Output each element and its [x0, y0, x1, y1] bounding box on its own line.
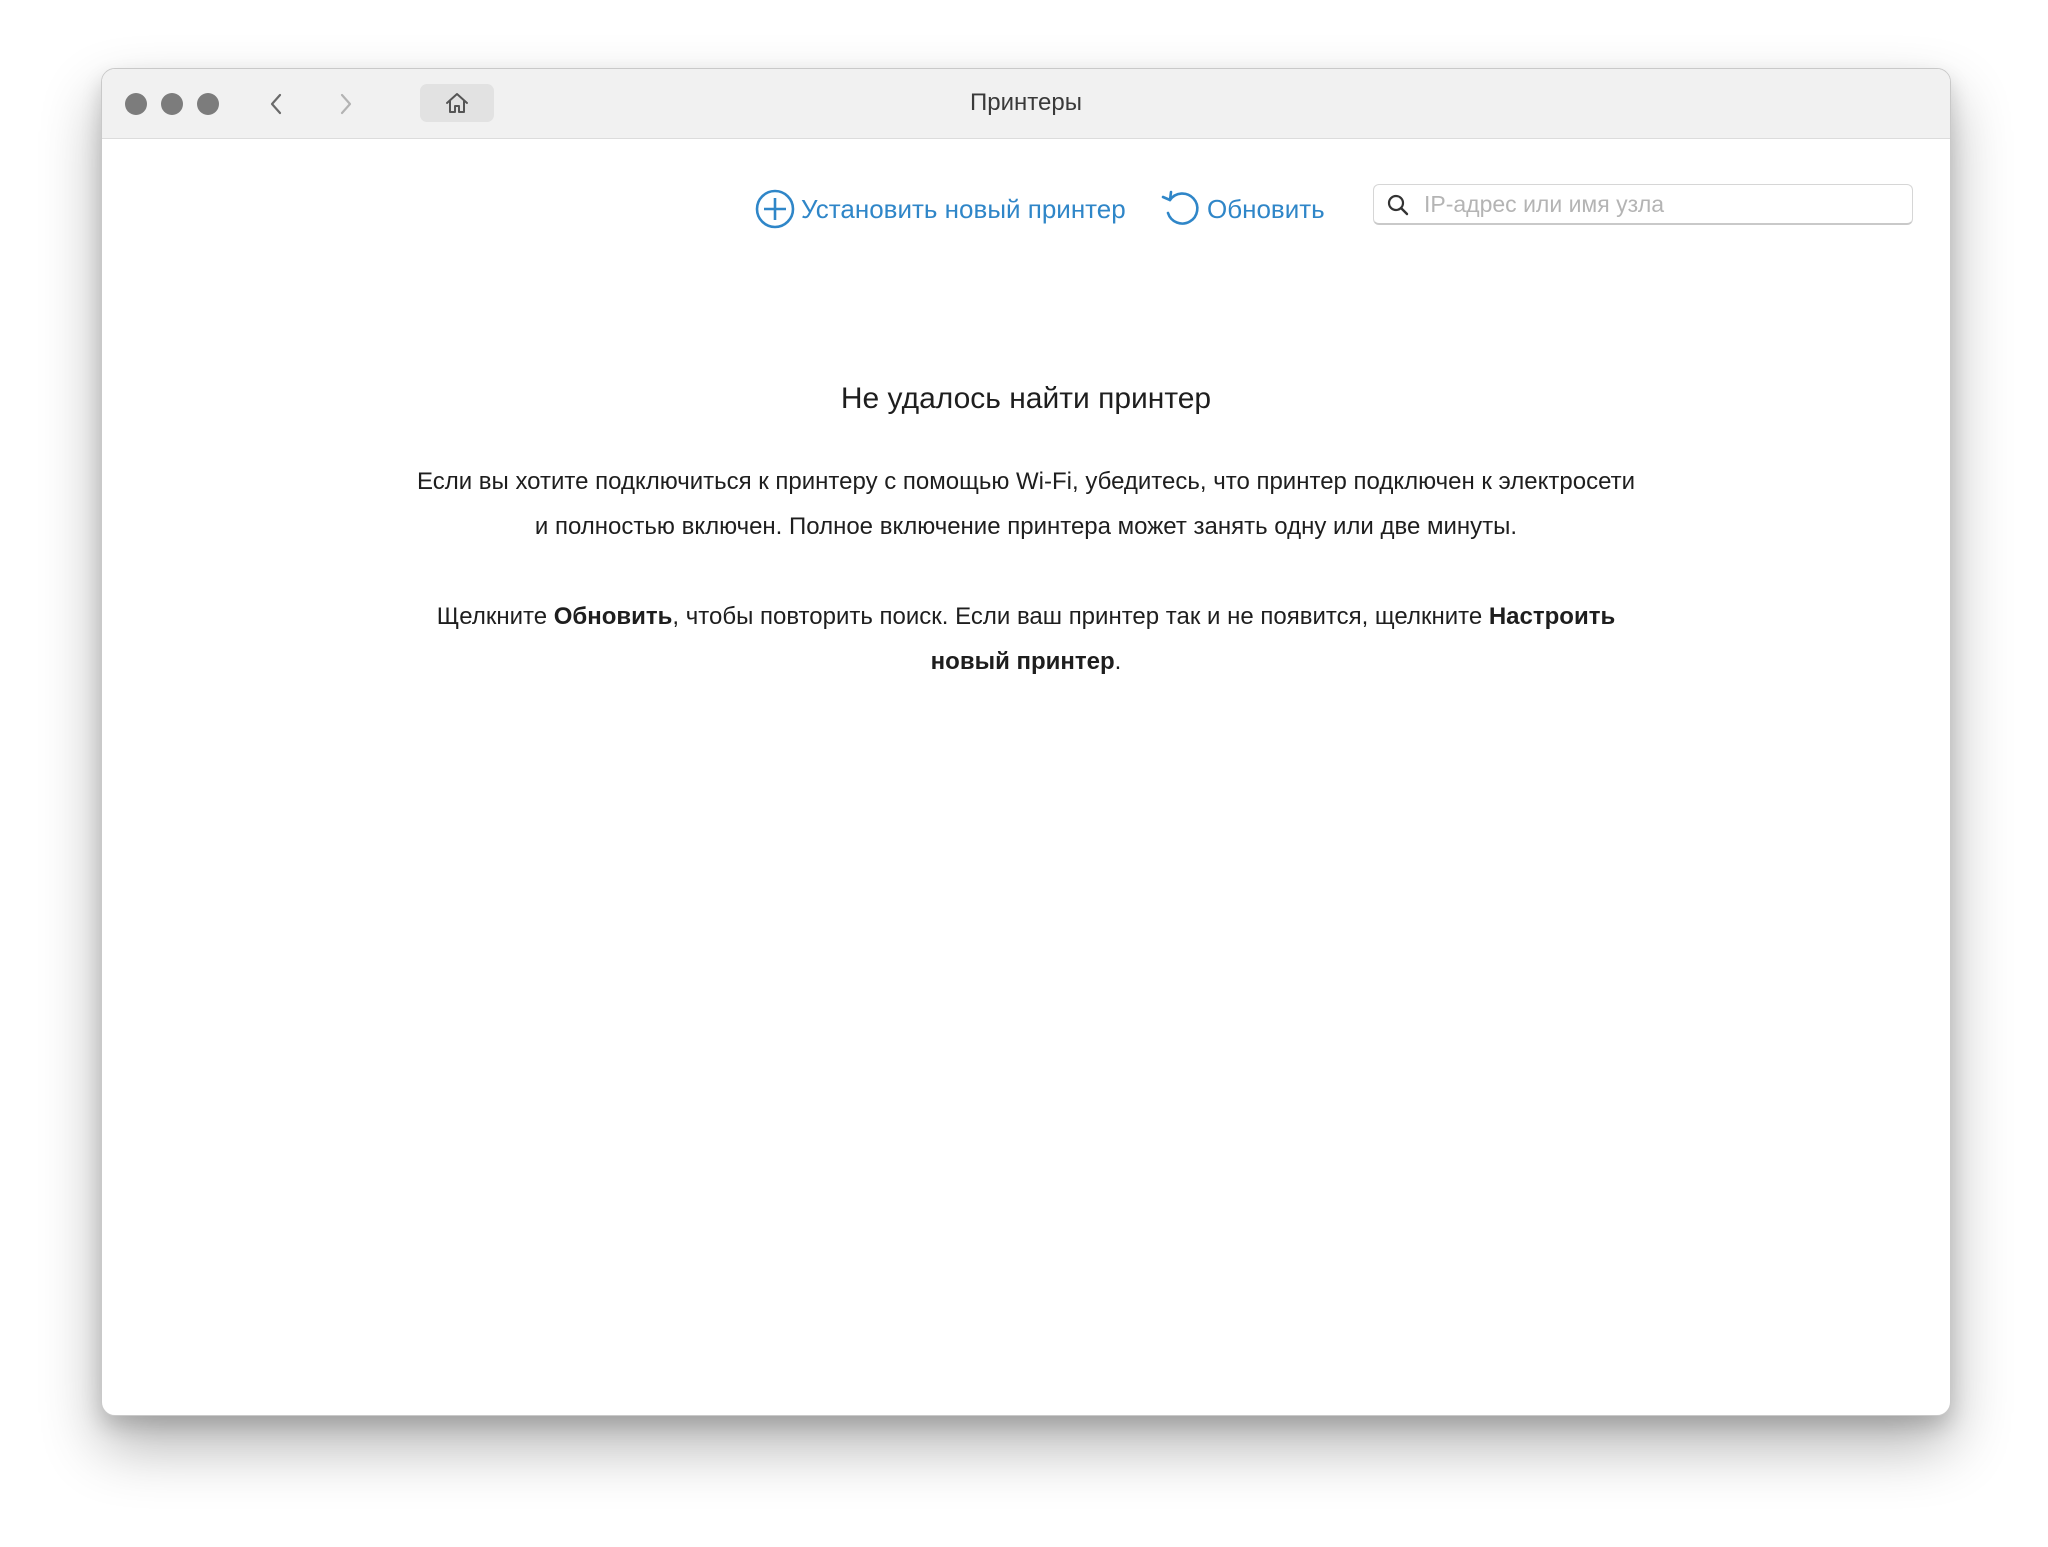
message-paragraph-wifi: Если вы хотите подключиться к принтеру с помощью Wi-Fi, убедитесь, что принтер подключен к электросети и полностью включен. Полное включение принтера может занять одну или две минуты. [416, 468, 1636, 540]
message-text: Щелкните [436, 603, 554, 630]
refresh-emphasis: Обновить [553, 603, 673, 630]
refresh-button[interactable] [1161, 187, 1325, 231]
install-new-printer-button[interactable] [755, 187, 1126, 231]
install-new-printer-label: Установить новый принтер [801, 193, 1126, 224]
plus-circle-icon [755, 189, 795, 229]
message-text: . [1114, 648, 1122, 675]
no-printer-message [102, 379, 1950, 684]
title-bar [102, 69, 1950, 139]
setup-new-printer-emphasis: Настроить новый принтер [930, 603, 1616, 675]
search-icon [1386, 193, 1410, 217]
refresh-label: Обновить [1207, 193, 1325, 224]
search-input[interactable] [1422, 187, 1906, 221]
refresh-icon [1161, 189, 1201, 229]
message-heading: Не удалось найти принтер [840, 382, 1212, 415]
printers-window [101, 68, 1951, 1416]
message-text: , чтобы повторить поиск. Если ваш принтер так и не появится, щелкните [672, 603, 1489, 630]
window-title: Принтеры [970, 89, 1082, 116]
search-field[interactable] [1373, 184, 1913, 225]
message-paragraph-refresh [416, 594, 1636, 684]
